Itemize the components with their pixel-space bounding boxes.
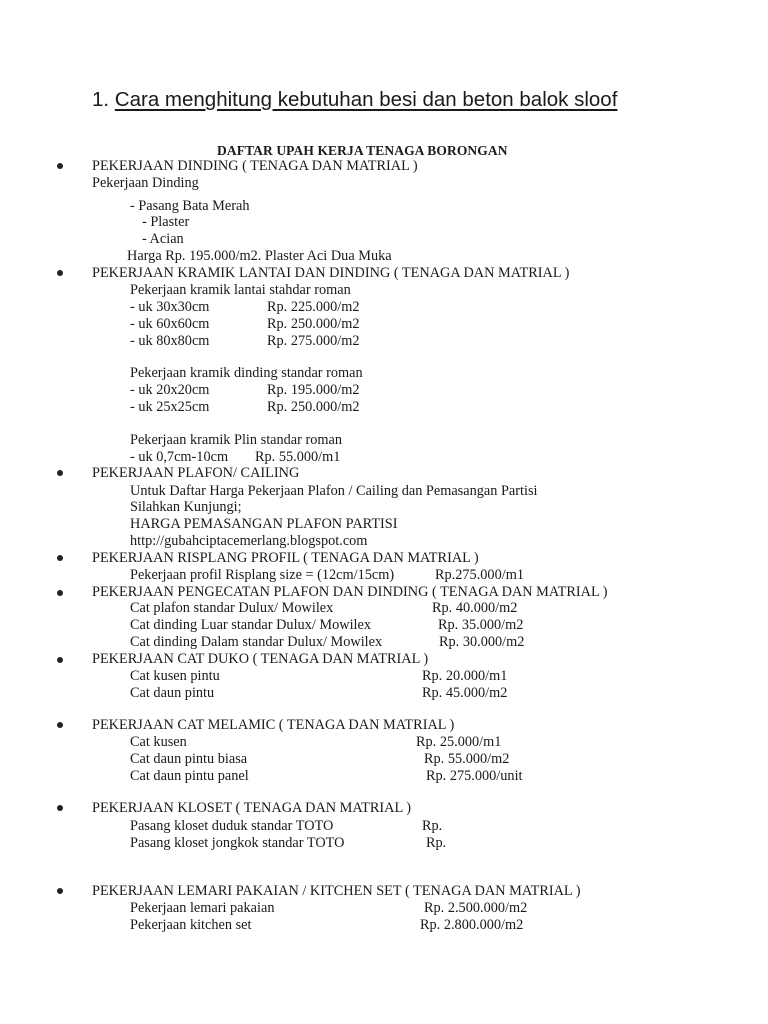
row-price: Rp. 195.000/m2 (267, 382, 360, 398)
section-heading: PEKERJAAN CAT DUKO ( TENAGA DAN MATRIAL ) (92, 651, 429, 667)
row-label: Pekerjaan lemari pakaian (130, 900, 275, 916)
row-label: Pasang kloset jongkok standar TOTO (130, 835, 345, 851)
row-price: Rp. 275.000/m2 (267, 333, 360, 349)
heading-link[interactable]: Cara menghitung kebutuhan besi dan beton balok sloof (114, 88, 618, 111)
section-heading: PEKERJAAN KLOSET ( TENAGA DAN MATRIAL ) (92, 800, 412, 816)
row-label: Cat kusen (130, 734, 187, 750)
row-price: Rp. 55.000/m2 (424, 751, 510, 767)
row-price: Rp. 45.000/m2 (422, 685, 508, 701)
row-price: Rp. 55.000/m1 (255, 449, 341, 465)
row-label: Cat dinding Dalam standar Dulux/ Mowilex (130, 634, 383, 650)
section-heading: PEKERJAAN LEMARI PAKAIAN / KITCHEN SET ( TENAGA DAN MATRIAL ) (92, 883, 581, 899)
row-label: - uk 60x60cm (130, 316, 210, 332)
row-label: Cat daun pintu (130, 685, 215, 701)
row-price: Rp. 40.000/m2 (432, 600, 518, 616)
website-link[interactable]: http://gubahciptacemerlang.blogspot.com (130, 533, 368, 549)
section-sub: Pekerjaan Dinding (92, 175, 199, 191)
bullet-dot (57, 657, 63, 663)
row-price: Rp. 25.000/m1 (416, 734, 502, 750)
section-heading: PEKERJAAN DINDING ( TENAGA DAN MATRIAL ) (92, 158, 418, 174)
bullet-dot (57, 163, 63, 169)
row-price: Rp. (422, 818, 443, 834)
bullet-dot (57, 470, 63, 476)
list-item: - Pasang Bata Merah (130, 198, 250, 214)
list-item: - Acian (142, 231, 184, 247)
bullet-dot (57, 270, 63, 276)
row-label: - uk 20x20cm (130, 382, 210, 398)
row-price: Rp. 225.000/m2 (267, 299, 360, 315)
price-line: Harga Rp. 195.000/m2. Plaster Aci Dua Muka (127, 248, 392, 264)
row-label: - uk 0,7cm-10cm (130, 449, 229, 465)
list-item: - Plaster (142, 214, 190, 230)
bullet-dot (57, 888, 63, 894)
heading-number: 1. (92, 88, 115, 111)
bullet-dot (57, 555, 63, 561)
row-label: Pekerjaan kitchen set (130, 917, 252, 933)
row-price: Rp. 250.000/m2 (267, 399, 360, 415)
list-title: DAFTAR UPAH KERJA TENAGA BORONGAN (217, 143, 508, 158)
row-label: Pasang kloset duduk standar TOTO (130, 818, 334, 834)
row-price: Rp. 20.000/m1 (422, 668, 508, 684)
section-heading: PEKERJAAN KRAMIK LANTAI DAN DINDING ( TENAGA DAN MATRIAL ) (92, 265, 570, 281)
row-price: Rp. 35.000/m2 (438, 617, 524, 633)
row-price: Rp. 2.500.000/m2 (424, 900, 528, 916)
section-heading: PEKERJAAN PENGECATAN PLAFON DAN DINDING ( TENAGA DAN MATRIAL ) (92, 584, 608, 600)
section-heading: PEKERJAAN PLAFON/ CAILING (92, 465, 300, 481)
row-price: Rp. 275.000/unit (426, 768, 523, 784)
row-price: Rp.275.000/m1 (435, 567, 524, 583)
group-label: Pekerjaan kramik lantai stahdar roman (130, 282, 351, 298)
row-price: Rp. (426, 835, 447, 851)
info-line: HARGA PEMASANGAN PLAFON PARTISI (130, 516, 398, 532)
document-heading (92, 86, 617, 114)
row-label: Pekerjaan profil Risplang size = (12cm/15cm) (130, 567, 395, 583)
info-line: Untuk Daftar Harga Pekerjaan Plafon / Cailing dan Pemasangan Partisi (130, 483, 538, 499)
row-label: Cat daun pintu biasa (130, 751, 248, 767)
section-heading: PEKERJAAN RISPLANG PROFIL ( TENAGA DAN MATRIAL ) (92, 550, 479, 566)
group-label: Pekerjaan kramik Plin standar roman (130, 432, 343, 448)
section-heading: PEKERJAAN CAT MELAMIC ( TENAGA DAN MATRIAL ) (92, 717, 455, 733)
group-label: Pekerjaan kramik dinding standar roman (130, 365, 363, 381)
row-price: Rp. 2.800.000/m2 (420, 917, 524, 933)
row-price: Rp. 30.000/m2 (439, 634, 525, 650)
bullet-dot (57, 805, 63, 811)
row-label: Cat kusen pintu (130, 668, 220, 684)
info-line: Silahkan Kunjungi; (130, 499, 242, 515)
row-label: - uk 25x25cm (130, 399, 210, 415)
row-label: - uk 80x80cm (130, 333, 210, 349)
row-label: Cat plafon standar Dulux/ Mowilex (130, 600, 334, 616)
row-price: Rp. 250.000/m2 (267, 316, 360, 332)
row-label: Cat daun pintu panel (130, 768, 249, 784)
bullet-dot (57, 590, 63, 596)
bullet-dot (57, 722, 63, 728)
row-label: Cat dinding Luar standar Dulux/ Mowilex (130, 617, 372, 633)
row-label: - uk 30x30cm (130, 299, 210, 315)
